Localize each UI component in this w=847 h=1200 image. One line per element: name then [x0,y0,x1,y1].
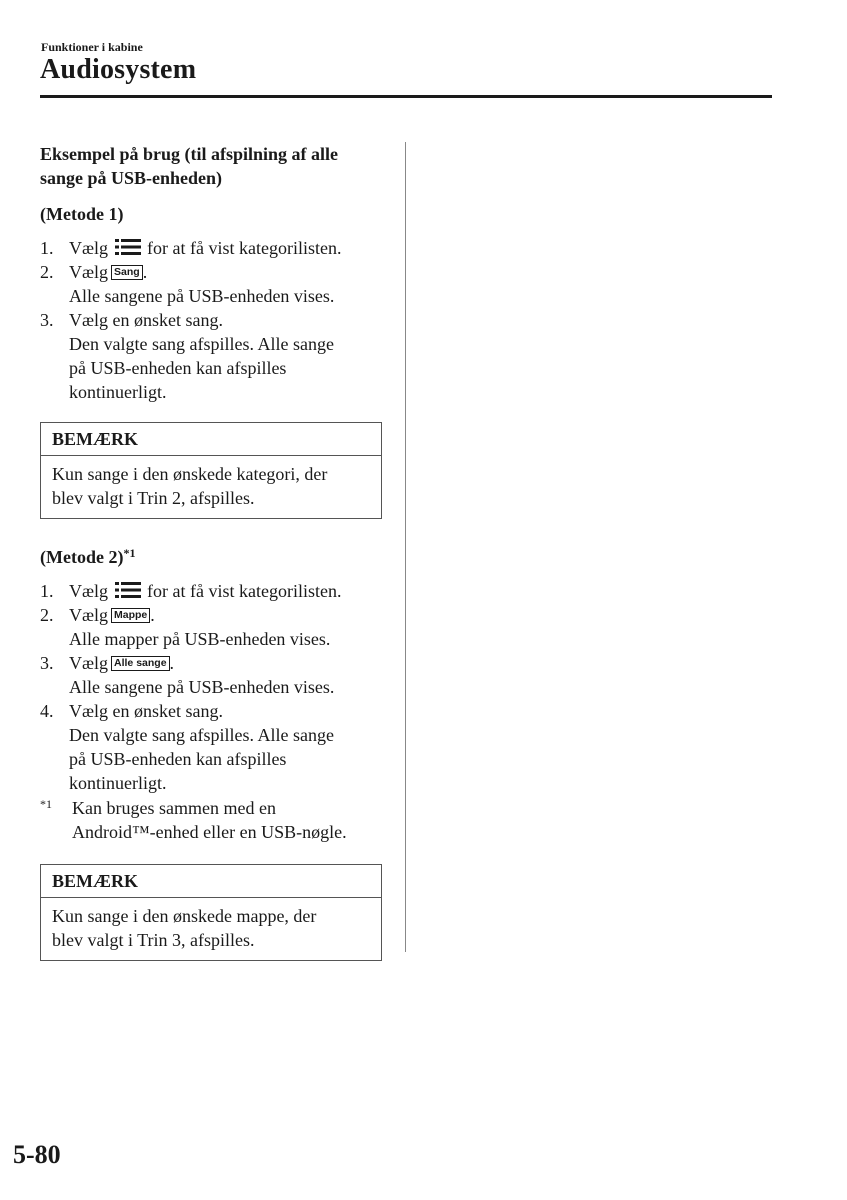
footnote-marker-text: *1 [40,797,52,811]
step-text-after: . [169,653,175,673]
step-text [69,603,382,627]
note-body [41,898,381,960]
step-text: Vælg en ønsket sang. [69,310,223,330]
list-icon [115,238,141,256]
step-text-after: for at få vist kategorilisten. [147,238,342,258]
step-number: 4. [40,701,54,721]
left-column [40,142,382,961]
footnote-line: Kan bruges sammen med en [72,798,276,818]
title-rule [40,95,772,98]
method2-title-text: (Metode 2) [40,547,124,567]
example-heading-line2: sange på USB-enheden) [40,168,223,188]
step-text [69,260,382,284]
method1-title: (Metode 1) [40,204,124,224]
list-icon [115,581,141,599]
step-number: 2. [40,262,54,282]
note-line: blev valgt i Trin 2, afspilles. [52,488,255,508]
alle-sange-button: Alle sange [111,656,170,671]
method2-step-1 [40,579,382,603]
step-text [69,651,382,675]
step-subtext: kontinuerligt. [69,382,167,402]
step-subtext: på USB-enheden kan afspilles [69,358,287,378]
step-text-after: for at få vist kategorilisten. [147,581,342,601]
step-text-before: Vælg [69,238,109,258]
note-title: BEMÆRK [41,865,381,898]
step-subtext: Den valgte sang afspilles. Alle sange [69,334,334,354]
mappe-button: Mappe [111,608,150,623]
step-text-before: Vælg [69,653,109,673]
step-text-before: Vælg [69,262,109,282]
step-text: Vælg en ønsket sang. [69,701,223,721]
step-number: 3. [40,653,54,673]
method1-step-3 [40,308,382,404]
footnote-marker [40,796,52,820]
column-divider [405,142,406,952]
note-box-2 [40,864,382,961]
method2-steps [40,579,382,795]
step-subtext: kontinuerligt. [69,773,167,793]
step-subtext: Alle mapper på USB-enheden vises. [69,629,331,649]
method2-step-3 [40,651,382,699]
step-text-before: Vælg [69,605,109,625]
step-subtext: Alle sangene på USB-enheden vises. [69,677,335,697]
note-line: Kun sange i den ønskede mappe, der [52,906,317,926]
method2-step-2 [40,603,382,651]
example-heading [40,142,382,190]
step-text-after: . [142,262,148,282]
page-number: 5-80 [13,1140,61,1169]
method2-step-4 [40,699,382,795]
method1-steps [40,236,382,404]
page-title: Audiosystem [40,54,197,85]
step-number: 2. [40,605,54,625]
step-number: 3. [40,310,54,330]
method1-step-2 [40,260,382,308]
step-number: 1. [40,581,54,601]
note-line: Kun sange i den ønskede kategori, der [52,464,328,484]
step-subtext: på USB-enheden kan afspilles [69,749,287,769]
step-number: 1. [40,238,54,258]
note-body [41,456,381,518]
section-label: Funktioner i kabine [41,40,143,54]
footnote-line: Android™-enhed eller en USB-nøgle. [72,822,347,842]
note-title: BEMÆRK [41,423,381,456]
note-box-1 [40,422,382,519]
method2-title [40,545,382,569]
method1-step-1 [40,236,382,260]
step-text-before: Vælg [69,581,109,601]
step-subtext: Alle sangene på USB-enheden vises. [69,286,335,306]
example-heading-line1: Eksempel på brug (til afspilning af alle [40,144,339,164]
note-line: blev valgt i Trin 3, afspilles. [52,930,255,950]
footnote [40,796,382,844]
footnote-marker: *1 [123,546,136,560]
step-text-after: . [150,605,155,625]
step-subtext: Den valgte sang afspilles. Alle sange [69,725,334,745]
step-text [69,236,382,260]
sang-button: Sang [111,265,143,280]
step-text [69,579,382,603]
